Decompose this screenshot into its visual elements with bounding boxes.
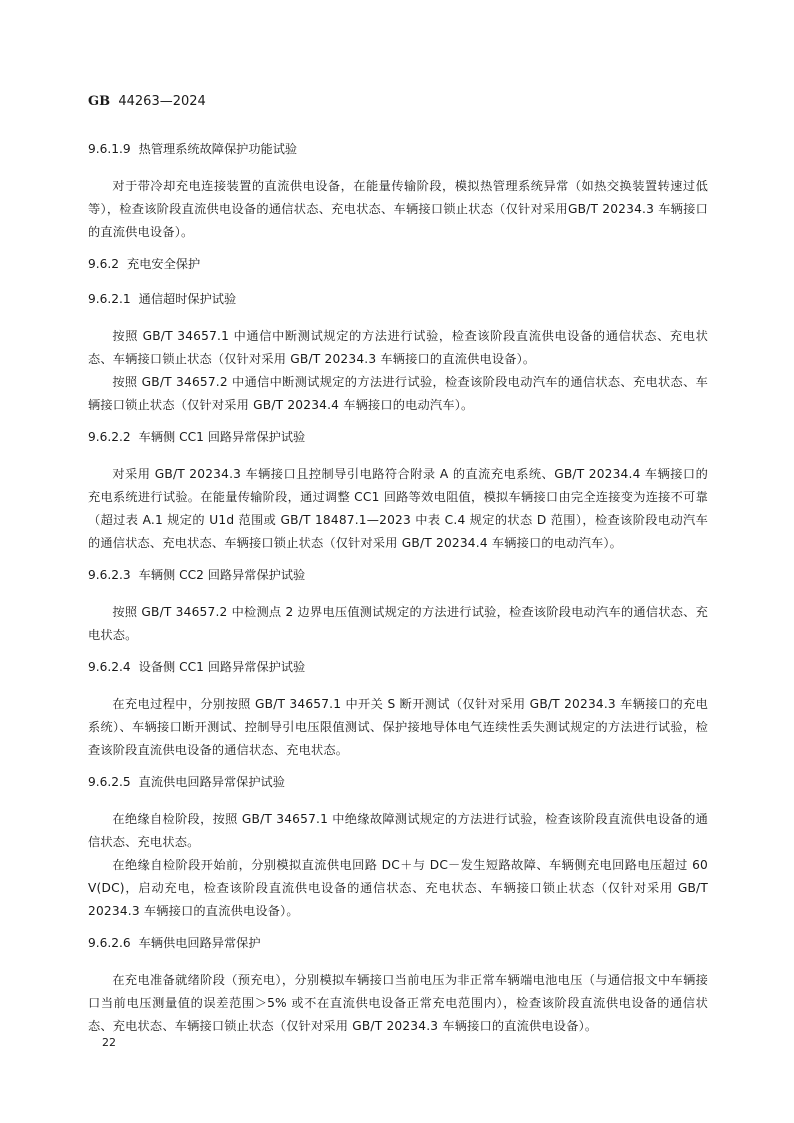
body-paragraph: 在充电过程中，分别按照 GB/T 34657.1 中开关 S 断开测试（仅针对采用 GB/T 20234.3 车辆接口的充电系统）、车辆接口断开测试、控制导引电压限值测试、保护接地导体电气连续性丢失测试规定的方法进行试验，检查该阶段直流供电设备的通信状态、充电状态。 xyxy=(88,697,708,757)
section-number: 9.6.2 xyxy=(88,257,120,271)
section-title: 热管理系统故障保护功能试验 xyxy=(138,142,298,156)
section-number: 9.6.2.1 xyxy=(88,292,131,306)
section-heading xyxy=(88,140,708,158)
page-number: 22 xyxy=(102,1036,116,1049)
body-paragraph: 对采用 GB/T 20234.3 车辆接口且控制导引电路符合附录 A 的直流充电系统、GB/T 20234.4 车辆接口的充电系统进行试验。在能量传输阶段，通过调整 CC1 回路等效电阻值，模拟车辆接口由完全连接变为连接不可靠（超过表 A.1 规定的 U1d 范围或 GB/T 18487.1—2023 中表 C.4 规定的状态 D 范围），检查该阶段电动汽车的通信状态、充电状态、车辆接口锁止状态（仅针对采用 GB/T 20234.4 车辆接口的电动汽车）。 xyxy=(88,467,708,550)
section-title: 车辆侧 CC1 回路异常保护试验 xyxy=(138,430,306,444)
section-title: 充电安全保护 xyxy=(127,257,201,271)
body-paragraph: 在充电准备就绪阶段（预充电），分别模拟车辆接口当前电压为非正常车辆端电池电压（与通信报文中车辆接口当前电压测量值的误差范围＞5% 或不在直流供电设备正常充电范围内），检查该阶段直流供电设备的通信状态、充电状态、车辆接口锁止状态（仅针对采用 GB/T 20234.3 车辆接口的直流供电设备）。 xyxy=(88,973,708,1033)
standard-header xyxy=(88,94,206,109)
section-heading xyxy=(88,773,708,791)
section-title: 车辆供电回路异常保护 xyxy=(138,936,261,950)
standard-code: GB xyxy=(88,94,111,109)
section-heading xyxy=(88,566,708,584)
body-paragraph: 在绝缘自检阶段开始前，分别模拟直流供电回路 DC＋与 DC－发生短路故障、车辆侧充电回路电压超过 60 V(DC)，启动充电，检查该阶段直流供电设备的通信状态、充电状态、车辆接口锁止状态（仅针对采用 GB/T 20234.3 车辆接口的直流供电设备）。 xyxy=(88,858,708,918)
body-paragraph: 在绝缘自检阶段，按照 GB/T 34657.1 中绝缘故障测试规定的方法进行试验，检查该阶段直流供电设备的通信状态、充电状态。 xyxy=(88,812,708,849)
standard-number: 44263—2024 xyxy=(118,94,206,109)
section-heading xyxy=(88,658,708,676)
section-heading xyxy=(88,934,708,952)
body-paragraph: 对于带冷却充电连接装置的直流供电设备，在能量传输阶段，模拟热管理系统异常（如热交换装置转速过低等），检查该阶段直流供电设备的通信状态、充电状态、车辆接口锁止状态（仅针对采用GB/T 20234.3 车辆接口的直流供电设备）。 xyxy=(88,179,708,239)
section-number: 9.6.2.5 xyxy=(88,775,131,789)
section-number: 9.6.2.4 xyxy=(88,660,131,674)
section-number: 9.6.2.6 xyxy=(88,936,131,950)
section-number: 9.6.2.3 xyxy=(88,568,131,582)
section-heading xyxy=(88,255,708,273)
section-heading xyxy=(88,428,708,446)
section-title: 车辆侧 CC2 回路异常保护试验 xyxy=(138,568,306,582)
section-heading xyxy=(88,290,708,308)
body-paragraph: 按照 GB/T 34657.2 中检测点 2 边界电压值测试规定的方法进行试验，检查该阶段电动汽车的通信状态、充电状态。 xyxy=(88,605,708,642)
section-number: 9.6.2.2 xyxy=(88,430,131,444)
document-body xyxy=(88,140,708,1049)
section-title: 设备侧 CC1 回路异常保护试验 xyxy=(138,660,306,674)
section-number: 9.6.1.9 xyxy=(88,142,131,156)
body-paragraph: 按照 GB/T 34657.2 中通信中断测试规定的方法进行试验，检查该阶段电动汽车的通信状态、充电状态、车辆接口锁止状态（仅针对采用 GB/T 20234.4 车辆接口的电动汽车）。 xyxy=(88,375,708,412)
section-title: 直流供电回路异常保护试验 xyxy=(138,775,285,789)
body-paragraph: 按照 GB/T 34657.1 中通信中断测试规定的方法进行试验，检查该阶段直流供电设备的通信状态、充电状态、车辆接口锁止状态（仅针对采用 GB/T 20234.3 车辆接口的直流供电设备）。 xyxy=(88,329,708,366)
section-title: 通信超时保护试验 xyxy=(138,292,237,306)
